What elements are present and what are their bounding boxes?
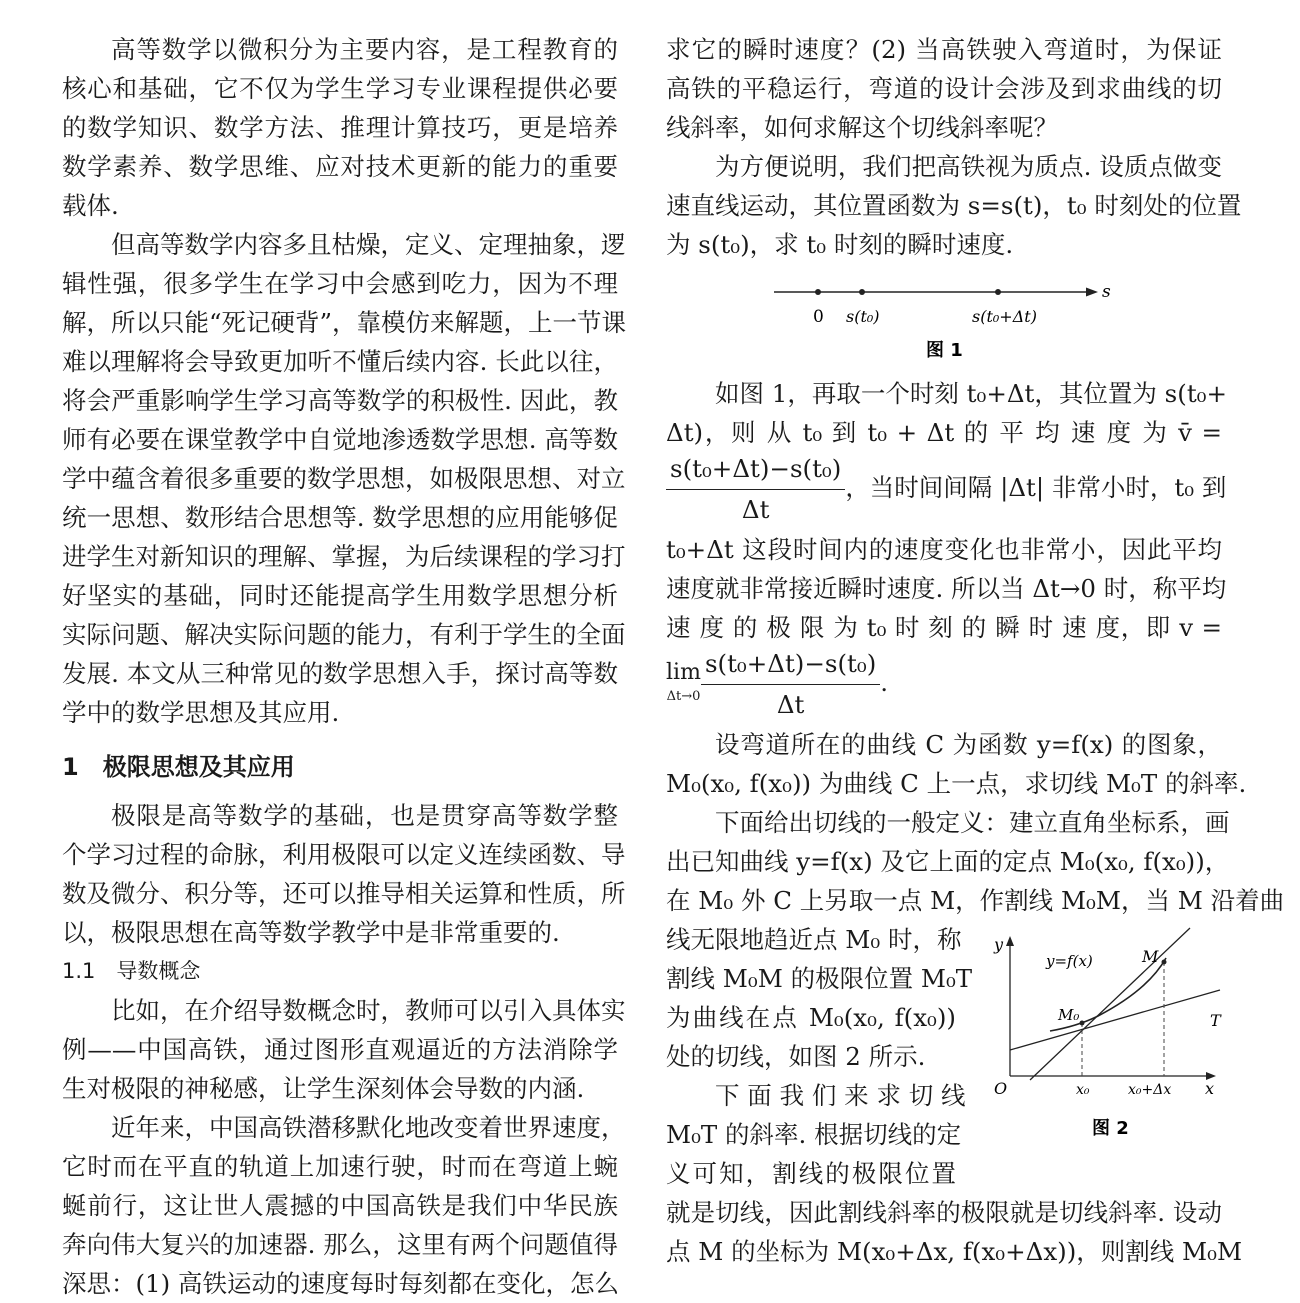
- text-line: 求它的瞬时速度？(2) 当高铁驶入弯道时，为保证: [666, 35, 1222, 64]
- text-line: 学中的数学思想及其应用.: [62, 698, 340, 727]
- y-axis-arrow-icon: [1006, 936, 1014, 946]
- section-heading: 1 极限思想及其应用: [62, 753, 295, 781]
- figure-1: [666, 264, 1222, 364]
- x0dx-label: x₀+Δx: [1128, 1082, 1172, 1098]
- figure-1-caption: 图 1: [926, 340, 963, 361]
- text-line: 下面给出切线的一般定义：建立直角坐标系，画: [715, 808, 1230, 837]
- text-line: 速 度 的 极 限 为 t₀ 时 刻 的 瞬 时 速 度，即 v =: [666, 613, 1222, 642]
- text-line: 的数学知识、数学方法、推理计算技巧，更是培养: [62, 113, 618, 142]
- lim-text: lim: [666, 659, 701, 685]
- text-line: 速直线运动，其位置函数为 s=s(t)，t₀ 时刻处的位置: [666, 191, 1242, 220]
- point-origin: [815, 289, 821, 295]
- text-line: 比如，在介绍导数概念时，教师可以引入具体实: [111, 996, 626, 1025]
- text-line: 数及微分、积分等，还可以推导相关运算和性质，所: [62, 879, 626, 908]
- text-line: 将会严重影响学生学习高等数学的积极性. 因此，教: [62, 386, 618, 415]
- text-line: 高铁的平稳运行，弯道的设计会涉及到求曲线的切: [666, 74, 1222, 103]
- text-inline: .: [880, 668, 889, 697]
- text-line: M₀(x₀, f(x₀)) 为曲线 C 上一点，求切线 M₀T 的斜率.: [666, 769, 1247, 798]
- text-line: M₀T 的斜率. 根据切线的定: [666, 1120, 962, 1149]
- curve-label: y=f(x): [1046, 952, 1093, 970]
- point-s-t0: [859, 289, 865, 295]
- limit-operator: [666, 661, 701, 709]
- lim-subscript: Δt→0: [666, 688, 701, 704]
- secant-line: [1030, 928, 1190, 1080]
- text-line: 实际问题、解决实际问题的能力，有利于学生的全面: [62, 620, 626, 649]
- text-line: 如图 1，再取一个时刻 t₀+Δt，其位置为 s(t₀+: [715, 379, 1228, 408]
- number-line-diagram: [666, 264, 1222, 364]
- text-line: 下 面 我 们 来 求 切 线: [715, 1081, 966, 1110]
- point-m0-label: M₀: [1058, 1006, 1080, 1024]
- text-line: 为方便说明，我们把高铁视为质点. 设质点做变: [715, 152, 1222, 181]
- text-line: 近年来，中国高铁潜移默化地改变着世界速度，: [111, 1113, 626, 1142]
- wrapped-text-with-figure: [666, 920, 1222, 1193]
- point-m0: [1080, 1021, 1085, 1026]
- fraction: [701, 647, 880, 722]
- text-line: 师有必要在课堂教学中自觉地渗透数学思想. 高等数: [62, 425, 618, 454]
- text-line: 出已知曲线 y=f(x) 及它上面的定点 M₀(x₀, f(x₀))，: [666, 847, 1230, 876]
- text-line: 核心和基础，它不仅为学生学习专业课程提供必要: [62, 74, 618, 103]
- label-s-t0: s(t₀): [846, 307, 880, 326]
- point-s-t0-dt: [995, 289, 1001, 295]
- text-line: 线斜率，如何求解这个切线斜率呢？: [666, 113, 1058, 142]
- text-line: 它时而在平直的轨道上加速行驶，时而在弯道上蜿: [62, 1152, 618, 1181]
- text-line: 以，极限思想在高等数学教学中是非常重要的.: [62, 918, 560, 947]
- fraction: [666, 452, 845, 527]
- formula-row: [666, 452, 1227, 530]
- fraction-numerator: s(t₀+Δt)−s(t₀): [701, 647, 880, 685]
- text-line: 生对极限的神秘感，让学生深刻体会导数的内涵.: [62, 1074, 585, 1103]
- text-line: 线无限地趋近点 M₀ 时，称: [666, 925, 962, 954]
- text-line: 为 s(t₀)，求 t₀ 时刻的瞬时速度.: [666, 230, 1014, 259]
- subsection-heading: 1.1 导数概念: [62, 959, 201, 983]
- text-line: 极限是高等数学的基础，也是贯穿高等数学整: [111, 801, 618, 830]
- text-line: 好坚实的基础，同时还能提高学生用数学思想分析: [62, 581, 618, 610]
- text-line: 为曲线在点 M₀(x₀, f(x₀)): [666, 1003, 956, 1032]
- formula-row: [666, 647, 1222, 725]
- x0-label: x₀: [1076, 1082, 1090, 1098]
- point-m: [1162, 960, 1167, 965]
- label-origin: 0: [813, 307, 824, 327]
- text-line: 但高等数学内容多且枯燥，定义、定理抽象，逻: [111, 230, 626, 259]
- text-line: 蜒前行，这让世人震撼的中国高铁是我们中华民族: [62, 1191, 618, 1220]
- text-line: 例——中国高铁，通过图形直观逼近的方法消除学: [62, 1035, 618, 1064]
- text-line: 在 M₀ 外 C 上另取一点 M，作割线 M₀M，当 M 沿着曲: [666, 886, 1285, 915]
- text-line: 就是切线，因此割线斜率的极限就是切线斜率. 设动: [666, 1198, 1222, 1227]
- label-axis-s: s: [1102, 282, 1111, 302]
- text-line: 处的切线，如图 2 所示.: [666, 1042, 926, 1071]
- text-line: Δt)，则 从 t₀ 到 t₀ + Δt 的 平 均 速 度 为 v̄ =: [666, 418, 1222, 447]
- text-line: 统一思想、数形结合思想等. 数学思想的应用能够促: [62, 503, 618, 532]
- origin-label: O: [994, 1079, 1008, 1098]
- text-line: 速度就非常接近瞬时速度. 所以当 Δt→0 时，称平均: [666, 574, 1227, 603]
- y-axis-label: y: [994, 935, 1004, 954]
- text-line: 数学素养、数学思维、应对技术更新的能力的重要: [62, 152, 618, 181]
- figure-2: [980, 928, 1225, 1158]
- fraction-denominator: Δt: [741, 495, 770, 524]
- text-line: 义可知，割线的极限位置: [666, 1159, 956, 1188]
- text-line: t₀+Δt 这段时间内的速度变化也非常小，因此平均: [666, 535, 1222, 564]
- text-line: 学中蕴含着很多重要的数学思想，如极限思想、对立: [62, 464, 626, 493]
- text-line: 辑性强，很多学生在学习中会感到吃力，因为不理: [62, 269, 618, 298]
- text-line: 载体.: [62, 191, 119, 220]
- text-line: 进学生对新知识的理解、掌握，为后续课程的学习打: [62, 542, 626, 571]
- fraction-numerator: s(t₀+Δt)−s(t₀): [666, 452, 845, 490]
- text-line: 奔向伟大复兴的加速器. 那么，这里有两个问题值得: [62, 1230, 618, 1259]
- text-line: 割线 M₀M 的极限位置 M₀T: [666, 964, 973, 993]
- fraction-denominator: Δt: [776, 690, 805, 719]
- figure-2-caption: 图 2: [1092, 1118, 1129, 1139]
- x-axis-label: x: [1205, 1079, 1215, 1098]
- label-s-t0-dt: s(t₀+Δt): [972, 307, 1037, 326]
- text-line: 个学习过程的命脉，利用极限可以定义连续函数、导: [62, 840, 626, 869]
- tangent-label: T: [1210, 1011, 1221, 1030]
- tangent-diagram: [980, 928, 1225, 1158]
- left-column: [62, 30, 627, 1303]
- text-inline: ，当时间间隔 |Δt| 非常小时，t₀ 到: [845, 473, 1227, 502]
- point-m-label: M: [1142, 947, 1159, 966]
- text-line: 难以理解将会导致更加听不懂后续内容. 长此以往，: [62, 347, 618, 376]
- text-line: 深思：(1) 高铁运动的速度每时每刻都在变化，怎么: [62, 1269, 619, 1298]
- arrow-head-icon: [1086, 288, 1098, 297]
- right-column: [666, 30, 1285, 1271]
- text-line: 点 M 的坐标为 M(x₀+Δx, f(x₀+Δx))，则割线 M₀M: [666, 1237, 1243, 1266]
- text-line: 发展. 本文从三种常见的数学思想入手，探讨高等数: [62, 659, 618, 688]
- text-line: 高等数学以微积分为主要内容，是工程教育的: [111, 35, 618, 64]
- text-line: 设弯道所在的曲线 C 为函数 y=f(x) 的图象，: [715, 730, 1222, 759]
- text-line: 解，所以只能“死记硬背”，靠模仿来解题，上一节课: [62, 308, 627, 337]
